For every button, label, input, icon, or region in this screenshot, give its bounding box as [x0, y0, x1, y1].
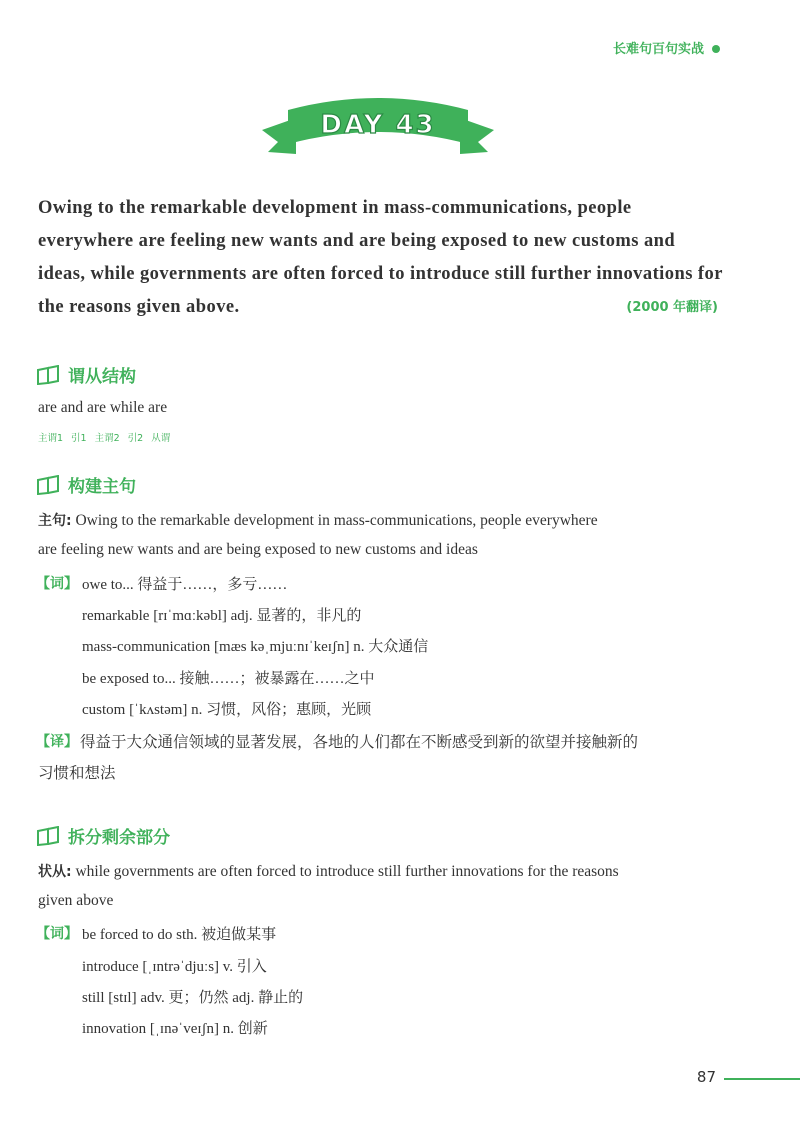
- grammar-label: 从谓: [151, 433, 171, 444]
- book-icon: [36, 826, 62, 846]
- vocab-tag: 【词】: [36, 926, 78, 942]
- sentence-line: the reasons given above.: [38, 297, 240, 317]
- vocab-item: custom [ˈkʌstəm] n. 习惯，风俗；惠顾，光顾: [82, 702, 372, 718]
- vocab-item: be forced to do sth. 被迫做某事: [82, 927, 277, 943]
- section-title-remaining: [36, 823, 170, 848]
- main-clause-text: Owing to the remarkable development in mass-communications, people everywhere: [71, 512, 598, 529]
- adverbial-clause-text: while governments are often forced to introduce still further innovations for the reasons: [71, 863, 619, 880]
- header-dot-icon: [712, 45, 720, 53]
- banner-text: DAY 43: [320, 110, 436, 140]
- grammar-label: 主谓2: [94, 433, 120, 444]
- grammar-label: 主谓1: [38, 433, 64, 444]
- sentence-line: Owing to the remarkable development in mass-communications, people: [38, 198, 632, 218]
- sentence-line: everywhere are feeling new wants and are being exposed to new customs and: [38, 231, 676, 251]
- main-clause-label: 主句:: [38, 513, 72, 529]
- vocab-item: be exposed to... 接触……；被暴露在……之中: [82, 671, 375, 687]
- translation-line: 得益于大众通信领域的显著发展，各地的人们都在不断感受到新的欲望并接触新的: [80, 734, 639, 751]
- main-clause-line: are feeling new wants and are being exposed to new customs and ideas: [38, 541, 478, 558]
- adverbial-clause-label: 状从:: [38, 864, 72, 880]
- main-clause-line: [38, 510, 598, 530]
- running-header: 长难句百句实战: [612, 42, 704, 57]
- sentence-line: ideas, while governments are often forced to introduce still further innovations for: [38, 264, 723, 284]
- adverbial-clause-line: [38, 861, 619, 881]
- section-title-structure: [36, 362, 136, 387]
- vocab-item: introduce [ˌɪntrəˈdjuːs] v. 引入: [82, 959, 267, 975]
- section-title-text: 拆分剩余部分: [68, 828, 170, 848]
- footer-rule: [724, 1078, 800, 1080]
- grammar-label: 引2: [127, 433, 144, 444]
- section-title-text: 构建主句: [68, 477, 136, 497]
- vocab-item: owe to... 得益于……，多亏……: [82, 577, 288, 593]
- translation-line: 习惯和想法: [38, 765, 116, 782]
- section-title-main-clause: [36, 472, 136, 497]
- vocab-tag: 【词】: [36, 576, 78, 592]
- book-icon: [36, 365, 62, 385]
- vocab-item: still [stɪl] adv. 更；仍然 adj. 静止的: [82, 990, 304, 1006]
- vocab-item: mass-communication [mæs kəˌmjuːnɪˈkeɪʃn] n. 大众通信: [82, 639, 429, 655]
- adverbial-clause-line: given above: [38, 892, 114, 909]
- book-icon: [36, 475, 62, 495]
- structure-text: are and are while are: [38, 399, 168, 416]
- section-title-text: 谓从结构: [68, 367, 136, 387]
- grammar-labels: [38, 430, 170, 444]
- translation-tag: 【译】: [36, 734, 78, 750]
- vocab-item: remarkable [rɪˈmɑːkəbl] adj. 显著的，非凡的: [82, 608, 362, 624]
- target-sentence: [38, 192, 723, 324]
- page-number: 87: [696, 1068, 716, 1086]
- day-banner: [262, 90, 494, 160]
- sentence-source: (2000 年翻译): [626, 300, 718, 315]
- vocab-item: innovation [ˌɪnəˈveɪʃn] n. 创新: [82, 1021, 268, 1037]
- grammar-label: 引1: [71, 433, 87, 444]
